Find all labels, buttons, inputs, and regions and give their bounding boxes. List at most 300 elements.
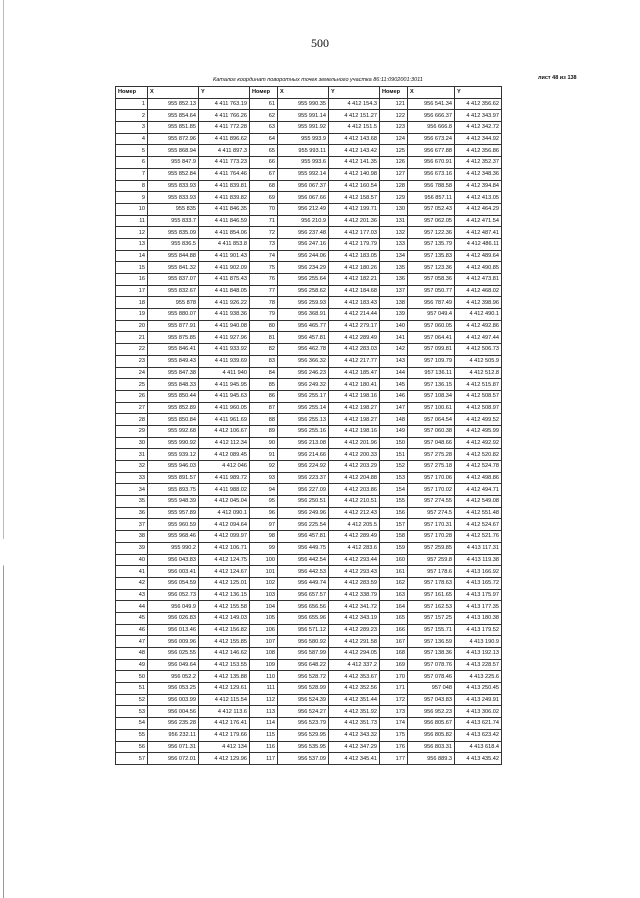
- y-coordinate-cell: 4 412 343.32: [329, 729, 380, 741]
- y-coordinate-cell: 4 412 398.96: [455, 297, 502, 309]
- x-coordinate-cell: 957 048.66: [408, 437, 455, 449]
- y-coordinate-cell: 4 412 293.43: [329, 566, 380, 578]
- x-coordinate-cell: 956 232.11: [148, 729, 199, 741]
- x-coordinate-cell: 956 457.81: [278, 531, 329, 543]
- x-coordinate-cell: 956 666.8: [408, 122, 455, 134]
- point-number-cell: 127: [380, 168, 408, 180]
- point-number-cell: 122: [380, 110, 408, 122]
- sheet-counter: лист 48 из 138: [538, 75, 577, 81]
- x-coordinate-cell: 956 535.95: [278, 741, 329, 753]
- x-coordinate-cell: 956 805.67: [408, 718, 455, 730]
- x-coordinate-cell: 956 670.91: [408, 157, 455, 169]
- y-coordinate-cell: 4 412 279.17: [329, 320, 380, 332]
- x-coordinate-cell: 957 136.59: [408, 636, 455, 648]
- point-number-cell: 30: [116, 437, 148, 449]
- y-coordinate-cell: 4 411 989.72: [199, 472, 250, 484]
- point-number-cell: 88: [250, 414, 278, 426]
- y-coordinate-cell: 4 412 045.04: [199, 496, 250, 508]
- table-row: [116, 379, 502, 391]
- x-coordinate-cell: 955 875.85: [148, 332, 199, 344]
- point-number-cell: 173: [380, 706, 408, 718]
- point-number-cell: 2: [116, 110, 148, 122]
- table-row: [116, 192, 502, 204]
- point-number-cell: 103: [250, 589, 278, 601]
- y-coordinate-cell: 4 412 283.6: [329, 542, 380, 554]
- y-coordinate-cell: 4 412 283.59: [329, 577, 380, 589]
- point-number-cell: 40: [116, 554, 148, 566]
- x-coordinate-cell: 957 157.25: [408, 612, 455, 624]
- x-coordinate-cell: 955 993.9: [278, 133, 329, 145]
- point-number-cell: 113: [250, 706, 278, 718]
- table-row: [116, 589, 502, 601]
- x-coordinate-cell: 956 788.58: [408, 180, 455, 192]
- y-coordinate-cell: 4 412 124.75: [199, 554, 250, 566]
- point-number-cell: 64: [250, 133, 278, 145]
- y-coordinate-cell: 4 412 337.2: [329, 659, 380, 671]
- point-number-cell: 158: [380, 531, 408, 543]
- x-coordinate-cell: 955 968.46: [148, 531, 199, 543]
- y-coordinate-cell: 4 412 515.87: [455, 379, 502, 391]
- table-row: [116, 285, 502, 297]
- y-coordinate-cell: 4 412 099.97: [199, 531, 250, 543]
- y-coordinate-cell: 4 412 180.41: [329, 379, 380, 391]
- point-number-cell: 38: [116, 531, 148, 543]
- x-coordinate-cell: 956 666.37: [408, 110, 455, 122]
- y-coordinate-cell: 4 412 182.21: [329, 274, 380, 286]
- x-coordinate-cell: 956 227.09: [278, 484, 329, 496]
- x-coordinate-cell: 956 442.53: [278, 566, 329, 578]
- point-number-cell: 25: [116, 379, 148, 391]
- y-coordinate-cell: 4 412 179.66: [199, 729, 250, 741]
- y-coordinate-cell: 4 412 508.97: [455, 402, 502, 414]
- y-coordinate-cell: 4 412 353.67: [329, 671, 380, 683]
- y-coordinate-cell: 4 412 351.44: [329, 694, 380, 706]
- point-number-cell: 73: [250, 238, 278, 250]
- y-coordinate-cell: 4 411 927.96: [199, 332, 250, 344]
- y-coordinate-cell: 4 412 198.16: [329, 425, 380, 437]
- table-row: [116, 566, 502, 578]
- y-coordinate-cell: 4 412 520.82: [455, 449, 502, 461]
- x-coordinate-cell: 956 537.09: [278, 753, 329, 765]
- point-number-cell: 135: [380, 262, 408, 274]
- y-coordinate-cell: 4 411 848.05: [199, 285, 250, 297]
- x-coordinate-cell: 957 078.46: [408, 671, 455, 683]
- header-cell-y: Y: [455, 87, 502, 99]
- point-number-cell: 14: [116, 250, 148, 262]
- x-coordinate-cell: 956 449.75: [278, 542, 329, 554]
- point-number-cell: 39: [116, 542, 148, 554]
- y-coordinate-cell: 4 412 498.86: [455, 472, 502, 484]
- point-number-cell: 114: [250, 718, 278, 730]
- y-coordinate-cell: 4 412 344.92: [455, 133, 502, 145]
- x-coordinate-cell: 955 844.88: [148, 250, 199, 262]
- x-coordinate-cell: 956 235.28: [148, 718, 199, 730]
- x-coordinate-cell: 956 528.99: [278, 683, 329, 695]
- point-number-cell: 78: [250, 297, 278, 309]
- point-number-cell: 175: [380, 729, 408, 741]
- x-coordinate-cell: 955 993.11: [278, 145, 329, 157]
- x-coordinate-cell: 957 136.11: [408, 367, 455, 379]
- x-coordinate-cell: 957 078.76: [408, 659, 455, 671]
- point-number-cell: 117: [250, 753, 278, 765]
- y-coordinate-cell: 4 412 348.36: [455, 168, 502, 180]
- x-coordinate-cell: 955 880.07: [148, 309, 199, 321]
- x-coordinate-cell: 957 062.05: [408, 215, 455, 227]
- point-number-cell: 157: [380, 519, 408, 531]
- x-coordinate-cell: 956 026.83: [148, 612, 199, 624]
- x-coordinate-cell: 956 244.06: [278, 250, 329, 262]
- y-coordinate-cell: 4 412 151.27: [329, 110, 380, 122]
- y-coordinate-cell: 4 412 486.11: [455, 238, 502, 250]
- header-cell-x: X: [148, 87, 199, 99]
- table-row: [116, 449, 502, 461]
- y-coordinate-cell: 4 412 204.88: [329, 472, 380, 484]
- y-coordinate-cell: 4 412 198.16: [329, 390, 380, 402]
- y-coordinate-cell: 4 412 351.73: [329, 718, 380, 730]
- y-coordinate-cell: 4 411 945.95: [199, 379, 250, 391]
- table-row: [116, 98, 502, 110]
- point-number-cell: 143: [380, 355, 408, 367]
- x-coordinate-cell: 956 462.78: [278, 344, 329, 356]
- header-cell-x: X: [278, 87, 329, 99]
- y-coordinate-cell: 4 411 763.19: [199, 98, 250, 110]
- y-coordinate-cell: 4 412 155.58: [199, 601, 250, 613]
- x-coordinate-cell: 957 058.36: [408, 274, 455, 286]
- table-row: [116, 168, 502, 180]
- y-coordinate-cell: 4 412 508.57: [455, 390, 502, 402]
- point-number-cell: 94: [250, 484, 278, 496]
- header-cell-number: Номер: [116, 87, 148, 99]
- x-coordinate-cell: 957 099.81: [408, 344, 455, 356]
- point-number-cell: 153: [380, 472, 408, 484]
- point-number-cell: 168: [380, 648, 408, 660]
- x-coordinate-cell: 956 580.92: [278, 636, 329, 648]
- y-coordinate-cell: 4 412 143.68: [329, 133, 380, 145]
- x-coordinate-cell: 955 847.9: [148, 157, 199, 169]
- y-coordinate-cell: 4 412 090.1: [199, 507, 250, 519]
- x-coordinate-cell: 956 214.66: [278, 449, 329, 461]
- x-coordinate-cell: 956 529.95: [278, 729, 329, 741]
- point-number-cell: 34: [116, 484, 148, 496]
- x-coordinate-cell: 955 990.35: [278, 98, 329, 110]
- point-number-cell: 22: [116, 344, 148, 356]
- x-coordinate-cell: 956 657.57: [278, 589, 329, 601]
- table-row: [116, 659, 502, 671]
- y-coordinate-cell: 4 413 618.4: [455, 741, 502, 753]
- y-coordinate-cell: 4 412 140.98: [329, 168, 380, 180]
- point-number-cell: 7: [116, 168, 148, 180]
- y-coordinate-cell: 4 412 521.76: [455, 531, 502, 543]
- x-coordinate-cell: 956 004.56: [148, 706, 199, 718]
- y-coordinate-cell: 4 412 356.86: [455, 145, 502, 157]
- table-row: [116, 484, 502, 496]
- x-coordinate-cell: 956 212.49: [278, 203, 329, 215]
- table-row: [116, 624, 502, 636]
- point-number-cell: 68: [250, 180, 278, 192]
- point-number-cell: 115: [250, 729, 278, 741]
- point-number-cell: 107: [250, 636, 278, 648]
- y-coordinate-cell: 4 411 933.92: [199, 344, 250, 356]
- point-number-cell: 147: [380, 402, 408, 414]
- y-coordinate-cell: 4 411 846.35: [199, 203, 250, 215]
- x-coordinate-cell: 957 259.85: [408, 542, 455, 554]
- point-number-cell: 128: [380, 180, 408, 192]
- point-number-cell: 23: [116, 355, 148, 367]
- x-coordinate-cell: 957 108.34: [408, 390, 455, 402]
- point-number-cell: 154: [380, 484, 408, 496]
- y-coordinate-cell: 4 412 352.37: [455, 157, 502, 169]
- x-coordinate-cell: 957 064.54: [408, 414, 455, 426]
- table-row: [116, 472, 502, 484]
- x-coordinate-cell: 957 161.65: [408, 589, 455, 601]
- x-coordinate-cell: 955 852.13: [148, 98, 199, 110]
- table-row: [116, 496, 502, 508]
- table-row: [116, 157, 502, 169]
- x-coordinate-cell: 956 803.31: [408, 741, 455, 753]
- point-number-cell: 177: [380, 753, 408, 765]
- point-number-cell: 170: [380, 671, 408, 683]
- point-number-cell: 160: [380, 554, 408, 566]
- x-coordinate-cell: 956 587.99: [278, 648, 329, 660]
- header-cell-y: Y: [199, 87, 250, 99]
- x-coordinate-cell: 956 524.39: [278, 694, 329, 706]
- point-number-cell: 51: [116, 683, 148, 695]
- x-coordinate-cell: 955 991.14: [278, 110, 329, 122]
- y-coordinate-cell: 4 412 154.3: [329, 98, 380, 110]
- y-coordinate-cell: 4 412 129.96: [199, 753, 250, 765]
- point-number-cell: 69: [250, 192, 278, 204]
- y-coordinate-cell: 4 412 089.45: [199, 449, 250, 461]
- point-number-cell: 49: [116, 659, 148, 671]
- point-number-cell: 1: [116, 98, 148, 110]
- x-coordinate-cell: 956 655.96: [278, 612, 329, 624]
- point-number-cell: 53: [116, 706, 148, 718]
- x-coordinate-cell: 956 247.16: [278, 238, 329, 250]
- x-coordinate-cell: 955 841.32: [148, 262, 199, 274]
- x-coordinate-cell: 955 852.84: [148, 168, 199, 180]
- point-number-cell: 65: [250, 145, 278, 157]
- point-number-cell: 108: [250, 648, 278, 660]
- table-row: [116, 729, 502, 741]
- y-coordinate-cell: 4 412 494.71: [455, 484, 502, 496]
- table-row: [116, 542, 502, 554]
- y-coordinate-cell: 4 412 106.67: [199, 425, 250, 437]
- x-coordinate-cell: 956 223.37: [278, 472, 329, 484]
- table-row: [116, 425, 502, 437]
- y-coordinate-cell: 4 411 945.63: [199, 390, 250, 402]
- y-coordinate-cell: 4 413 250.45: [455, 683, 502, 695]
- y-coordinate-cell: 4 412 125.01: [199, 577, 250, 589]
- point-number-cell: 26: [116, 390, 148, 402]
- point-number-cell: 52: [116, 694, 148, 706]
- point-number-cell: 164: [380, 601, 408, 613]
- table-row: [116, 612, 502, 624]
- x-coordinate-cell: 956 524.27: [278, 706, 329, 718]
- table-row: [116, 332, 502, 344]
- point-number-cell: 125: [380, 145, 408, 157]
- x-coordinate-cell: 957 275.18: [408, 461, 455, 473]
- x-coordinate-cell: 956 889.3: [408, 753, 455, 765]
- x-coordinate-cell: 955 852.89: [148, 402, 199, 414]
- point-number-cell: 15: [116, 262, 148, 274]
- x-coordinate-cell: 956 368.91: [278, 309, 329, 321]
- point-number-cell: 126: [380, 157, 408, 169]
- y-coordinate-cell: 4 412 413.05: [455, 192, 502, 204]
- x-coordinate-cell: 957 274.55: [408, 496, 455, 508]
- table-row: [116, 122, 502, 134]
- x-coordinate-cell: 955 992.14: [278, 168, 329, 180]
- x-coordinate-cell: 955 850.44: [148, 390, 199, 402]
- y-coordinate-cell: 4 412 184.68: [329, 285, 380, 297]
- y-coordinate-cell: 4 412 179.79: [329, 238, 380, 250]
- y-coordinate-cell: 4 412 394.84: [455, 180, 502, 192]
- point-number-cell: 141: [380, 332, 408, 344]
- x-coordinate-cell: 957 170.06: [408, 472, 455, 484]
- point-number-cell: 74: [250, 250, 278, 262]
- header-cell-x: X: [408, 87, 455, 99]
- y-coordinate-cell: 4 412 490.85: [455, 262, 502, 274]
- x-coordinate-cell: 955 992.68: [148, 425, 199, 437]
- scan-edge-mark: [3, 0, 4, 898]
- x-coordinate-cell: 956 234.29: [278, 262, 329, 274]
- table-row: [116, 683, 502, 695]
- point-number-cell: 95: [250, 496, 278, 508]
- x-coordinate-cell: 957 122.36: [408, 227, 455, 239]
- y-coordinate-cell: 4 412 201.96: [329, 437, 380, 449]
- x-coordinate-cell: 956 442.54: [278, 554, 329, 566]
- y-coordinate-cell: 4 412 198.27: [329, 402, 380, 414]
- y-coordinate-cell: 4 412 141.35: [329, 157, 380, 169]
- x-coordinate-cell: 956 571.12: [278, 624, 329, 636]
- x-coordinate-cell: 956 673.24: [408, 133, 455, 145]
- point-number-cell: 161: [380, 566, 408, 578]
- point-number-cell: 134: [380, 250, 408, 262]
- point-number-cell: 16: [116, 274, 148, 286]
- y-coordinate-cell: 4 412 487.41: [455, 227, 502, 239]
- x-coordinate-cell: 956 952.23: [408, 706, 455, 718]
- point-number-cell: 99: [250, 542, 278, 554]
- point-number-cell: 89: [250, 425, 278, 437]
- y-coordinate-cell: 4 412 177.03: [329, 227, 380, 239]
- point-number-cell: 20: [116, 320, 148, 332]
- y-coordinate-cell: 4 411 926.22: [199, 297, 250, 309]
- x-coordinate-cell: 956 049.64: [148, 659, 199, 671]
- table-row: [116, 519, 502, 531]
- y-coordinate-cell: 4 412 149.03: [199, 612, 250, 624]
- y-coordinate-cell: 4 412 506.73: [455, 344, 502, 356]
- point-number-cell: 85: [250, 379, 278, 391]
- point-number-cell: 11: [116, 215, 148, 227]
- x-coordinate-cell: 956 009.96: [148, 636, 199, 648]
- point-number-cell: 138: [380, 297, 408, 309]
- x-coordinate-cell: 956 067.66: [278, 192, 329, 204]
- y-coordinate-cell: 4 411 940: [199, 367, 250, 379]
- x-coordinate-cell: 957 050.77: [408, 285, 455, 297]
- x-coordinate-cell: 957 048: [408, 683, 455, 695]
- page-number: 500: [311, 36, 329, 50]
- x-coordinate-cell: 955 846.41: [148, 344, 199, 356]
- table-row: [116, 601, 502, 613]
- y-coordinate-cell: 4 413 435.42: [455, 753, 502, 765]
- point-number-cell: 56: [116, 741, 148, 753]
- y-coordinate-cell: 4 412 471.54: [455, 215, 502, 227]
- y-coordinate-cell: 4 412 505.9: [455, 355, 502, 367]
- y-coordinate-cell: 4 412 499.52: [455, 414, 502, 426]
- y-coordinate-cell: 4 412 183.43: [329, 297, 380, 309]
- x-coordinate-cell: 956 067.37: [278, 180, 329, 192]
- y-coordinate-cell: 4 412 338.79: [329, 589, 380, 601]
- x-coordinate-cell: 955 957.89: [148, 507, 199, 519]
- x-coordinate-cell: 955 993.6: [278, 157, 329, 169]
- point-number-cell: 93: [250, 472, 278, 484]
- point-number-cell: 28: [116, 414, 148, 426]
- y-coordinate-cell: 4 412 473.81: [455, 274, 502, 286]
- y-coordinate-cell: 4 412 143.42: [329, 145, 380, 157]
- x-coordinate-cell: 956 677.88: [408, 145, 455, 157]
- table-row: [116, 180, 502, 192]
- y-coordinate-cell: 4 413 228.57: [455, 659, 502, 671]
- x-coordinate-cell: 956 049.9: [148, 601, 199, 613]
- y-coordinate-cell: 4 412 289.49: [329, 332, 380, 344]
- x-coordinate-cell: 955 990.92: [148, 437, 199, 449]
- point-number-cell: 91: [250, 449, 278, 461]
- point-number-cell: 36: [116, 507, 148, 519]
- y-coordinate-cell: 4 413 190.9: [455, 636, 502, 648]
- point-number-cell: 44: [116, 601, 148, 613]
- x-coordinate-cell: 955 836.5: [148, 238, 199, 250]
- x-coordinate-cell: 957 060.38: [408, 425, 455, 437]
- x-coordinate-cell: 955 850.84: [148, 414, 199, 426]
- y-coordinate-cell: 4 412 345.41: [329, 753, 380, 765]
- point-number-cell: 142: [380, 344, 408, 356]
- point-number-cell: 35: [116, 496, 148, 508]
- table-header-row: [116, 87, 502, 99]
- y-coordinate-cell: 4 412 289.49: [329, 531, 380, 543]
- table-row: [116, 718, 502, 730]
- x-coordinate-cell: 955 877.91: [148, 320, 199, 332]
- x-coordinate-cell: 955 847.38: [148, 367, 199, 379]
- point-number-cell: 140: [380, 320, 408, 332]
- x-coordinate-cell: 955 893.75: [148, 484, 199, 496]
- point-number-cell: 54: [116, 718, 148, 730]
- point-number-cell: 17: [116, 285, 148, 297]
- table-row: [116, 203, 502, 215]
- x-coordinate-cell: 956 054.59: [148, 577, 199, 589]
- point-number-cell: 165: [380, 612, 408, 624]
- x-coordinate-cell: 955 833.93: [148, 192, 199, 204]
- x-coordinate-cell: 955 851.85: [148, 122, 199, 134]
- x-coordinate-cell: 957 170.28: [408, 531, 455, 543]
- x-coordinate-cell: 957 259.8: [408, 554, 455, 566]
- x-coordinate-cell: 956 025.55: [148, 648, 199, 660]
- header-cell-y: Y: [329, 87, 380, 99]
- table-row: [116, 402, 502, 414]
- point-number-cell: 106: [250, 624, 278, 636]
- y-coordinate-cell: 4 412 124.67: [199, 566, 250, 578]
- point-number-cell: 86: [250, 390, 278, 402]
- y-coordinate-cell: 4 412 183.05: [329, 250, 380, 262]
- y-coordinate-cell: 4 413 165.72: [455, 577, 502, 589]
- y-coordinate-cell: 4 412 489.64: [455, 250, 502, 262]
- y-coordinate-cell: 4 411 901.43: [199, 250, 250, 262]
- y-coordinate-cell: 4 412 113.6: [199, 706, 250, 718]
- x-coordinate-cell: 957 155.71: [408, 624, 455, 636]
- point-number-cell: 150: [380, 437, 408, 449]
- point-number-cell: 48: [116, 648, 148, 660]
- y-coordinate-cell: 4 412 112.34: [199, 437, 250, 449]
- y-coordinate-cell: 4 413 177.35: [455, 601, 502, 613]
- y-coordinate-cell: 4 412 158.57: [329, 192, 380, 204]
